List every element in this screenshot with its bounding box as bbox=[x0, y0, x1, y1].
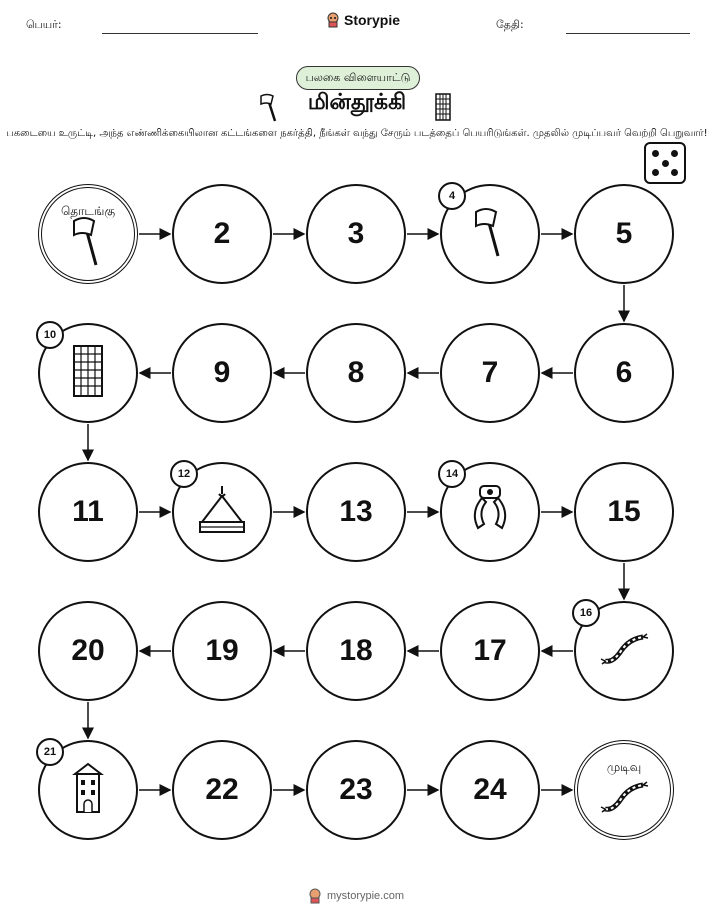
cell-number-badge: 14 bbox=[438, 460, 466, 488]
footer bbox=[308, 888, 404, 904]
board-cell bbox=[38, 462, 138, 562]
board-cell bbox=[440, 601, 540, 701]
board-cell bbox=[172, 462, 272, 562]
start-label: தொடங்கு bbox=[60, 204, 116, 218]
board-cell bbox=[172, 184, 272, 284]
board-cell bbox=[172, 323, 272, 423]
board-cell bbox=[306, 462, 406, 562]
cell-number: 11 bbox=[72, 495, 104, 528]
game-type-badge: பலகை விளையாட்டு bbox=[296, 66, 420, 90]
board-cell bbox=[38, 601, 138, 701]
finish-label: முடிவு bbox=[606, 760, 642, 774]
cell-number: 19 bbox=[205, 634, 239, 667]
board-cell bbox=[574, 323, 674, 423]
cell-number: 6 bbox=[615, 356, 633, 389]
board-cell bbox=[574, 601, 674, 701]
cell-number: 7 bbox=[481, 356, 499, 389]
crane-claw-icon bbox=[466, 482, 514, 542]
rope-icon bbox=[599, 629, 649, 673]
name-label: பெயர்: bbox=[26, 18, 62, 31]
cell-number: 17 bbox=[473, 634, 507, 667]
board-cell bbox=[38, 184, 138, 284]
board-cell bbox=[440, 184, 540, 284]
board-cell bbox=[306, 323, 406, 423]
board-cell bbox=[440, 462, 540, 562]
cell-number: 8 bbox=[347, 356, 365, 389]
board-cell bbox=[440, 740, 540, 840]
cell-number-badge: 12 bbox=[170, 460, 198, 488]
cell-number: 5 bbox=[615, 217, 633, 250]
mascot-icon bbox=[308, 888, 322, 904]
page-title: மின்தூக்கி bbox=[307, 90, 407, 115]
cell-number-badge: 16 bbox=[572, 599, 600, 627]
crane-load-icon bbox=[194, 482, 250, 542]
cell-number-badge: 21 bbox=[36, 738, 64, 766]
axe-icon bbox=[68, 215, 108, 271]
cell-number-badge: 4 bbox=[438, 182, 466, 210]
board-cell bbox=[306, 601, 406, 701]
cell-number: 15 bbox=[607, 495, 641, 528]
cell-number: 24 bbox=[473, 773, 507, 806]
axe-icon bbox=[470, 206, 510, 262]
board-cell bbox=[38, 323, 138, 423]
instructions: பகடையை உருட்டி, அந்த எண்ணிக்கையிலான கட்டங்களை நகர்த்தி, நீங்கள் வந்து சேரும் படத்தைப் பெயரிடுங்கள். முதலில் முடிப்பவர் வெற்றி பெறுவார்! bbox=[6, 128, 708, 139]
cell-number: 20 bbox=[71, 634, 105, 667]
date-label: தேதி: bbox=[496, 18, 524, 31]
cell-number: 18 bbox=[339, 634, 373, 667]
footer-url: mystorypie.com bbox=[327, 890, 405, 902]
brand-name: Storypie bbox=[344, 12, 401, 28]
board-cell bbox=[574, 462, 674, 562]
board-cell bbox=[574, 740, 674, 840]
cell-number: 23 bbox=[339, 773, 373, 806]
cell-number: 9 bbox=[213, 356, 231, 389]
board-cell bbox=[172, 740, 272, 840]
board-cell bbox=[172, 601, 272, 701]
board-cell bbox=[574, 184, 674, 284]
cell-number: 3 bbox=[347, 217, 365, 250]
board-cell bbox=[306, 184, 406, 284]
tower-icon bbox=[69, 760, 107, 820]
building-icon bbox=[71, 343, 105, 403]
board-cell bbox=[306, 740, 406, 840]
cell-number: 13 bbox=[339, 495, 373, 528]
cell-number: 2 bbox=[213, 217, 231, 250]
board-cell bbox=[440, 323, 540, 423]
cell-number-badge: 10 bbox=[36, 321, 64, 349]
cell-number: 22 bbox=[205, 773, 239, 806]
rope-icon bbox=[599, 777, 649, 821]
board-cell bbox=[38, 740, 138, 840]
